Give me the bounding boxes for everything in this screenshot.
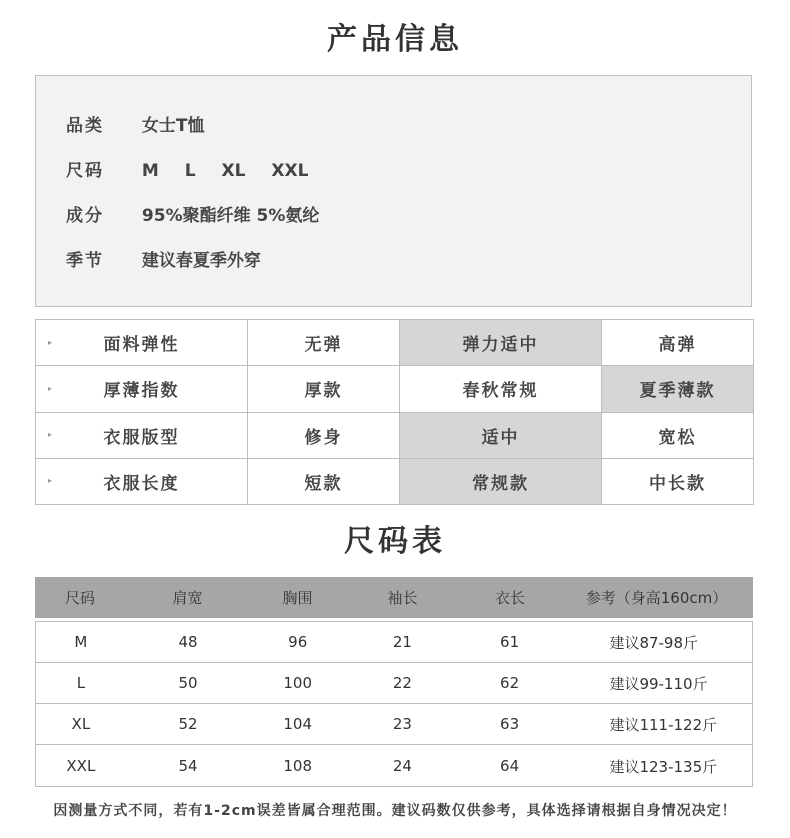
attribute-option: 春秋常规: [400, 366, 602, 412]
table-cell: XL: [71, 715, 91, 733]
bullet-arrow-icon: ▸: [48, 337, 55, 347]
table-row: [36, 622, 752, 663]
info-row-size: [66, 159, 328, 183]
product-info-title: 产品信息: [327, 22, 463, 57]
column-header: 袖长: [387, 589, 418, 607]
attribute-name: 衣服长度: [103, 473, 180, 494]
season-label: 季节: [66, 251, 104, 271]
attribute-option: 修身: [248, 412, 400, 458]
info-row-season: [66, 249, 261, 273]
table-cell: 23: [392, 715, 412, 733]
attribute-name-cell: [36, 412, 248, 458]
size-table-body: [35, 621, 753, 787]
table-cell: 96: [288, 633, 308, 651]
size-table-header: [35, 577, 753, 618]
table-cell: 61: [500, 633, 520, 651]
column-header: 衣长: [494, 589, 525, 607]
attribute-option-selected: 夏季薄款: [602, 366, 754, 412]
table-cell: 48: [178, 633, 198, 651]
attribute-row: [36, 412, 754, 458]
bullet-arrow-icon: ▸: [48, 383, 55, 393]
column-header: 尺码: [64, 589, 95, 607]
table-cell: 建议111-122斤: [609, 715, 718, 734]
category-label: 品类: [66, 116, 104, 136]
attribute-row: [36, 320, 754, 366]
info-row-material: [66, 204, 319, 228]
table-cell: 建议87-98斤: [609, 633, 699, 652]
season-value: 建议春夏季外穿: [141, 251, 261, 271]
table-cell: 52: [178, 715, 198, 733]
attribute-option-selected: 常规款: [400, 458, 602, 504]
table-cell: 54: [178, 757, 198, 775]
size-option: XXL: [271, 161, 309, 181]
table-cell: 64: [500, 757, 520, 775]
column-header: 参考（身高160cm）: [585, 589, 728, 607]
size-option: L: [184, 161, 196, 181]
table-cell: 104: [283, 715, 313, 733]
attribute-name-cell: [36, 458, 248, 504]
material-label: 成分: [66, 206, 104, 226]
attribute-option-selected: 弹力适中: [400, 320, 602, 366]
info-row-category: [66, 114, 205, 138]
table-cell: L: [76, 674, 86, 692]
table-cell: 63: [500, 715, 520, 733]
bullet-arrow-icon: ▸: [48, 430, 55, 440]
attribute-name: 衣服版型: [103, 427, 180, 448]
table-cell: 108: [283, 757, 313, 775]
size-chart-title: 尺码表: [344, 524, 446, 559]
table-row: [36, 745, 752, 787]
material-value: 95%聚酯纤维 5%氨纶: [141, 206, 320, 226]
table-cell: 24: [392, 757, 412, 775]
attribute-option: 厚款: [248, 366, 400, 412]
attribute-option: 中长款: [602, 458, 754, 504]
table-cell: 50: [178, 674, 198, 692]
table-cell: 100: [283, 674, 313, 692]
attribute-name-cell: [36, 366, 248, 412]
column-header: 肩宽: [172, 589, 203, 607]
size-option: XL: [221, 161, 246, 181]
attribute-option: 短款: [248, 458, 400, 504]
footnote: 因测量方式不同，若有1-2cm误差皆属合理范围。建议码数仅供参考，具体选择请根据自身情况决定！: [53, 803, 737, 819]
attribute-row: [36, 458, 754, 504]
table-cell: XXL: [66, 757, 96, 775]
table-row: [36, 663, 752, 704]
size-values: [142, 159, 329, 183]
size-option: M: [141, 161, 159, 181]
category-value: 女士T恤: [141, 116, 205, 136]
column-header: 胸围: [282, 589, 313, 607]
table-cell: 62: [500, 674, 520, 692]
attribute-option: 宽松: [602, 412, 754, 458]
attribute-name-cell: [36, 320, 248, 366]
attribute-option: 无弹: [248, 320, 400, 366]
size-label: 尺码: [66, 161, 104, 181]
attribute-name: 厚薄指数: [103, 381, 180, 402]
attribute-option-selected: 适中: [400, 412, 602, 458]
attribute-name: 面料弹性: [103, 335, 180, 356]
product-info-box: [35, 75, 752, 307]
attribute-row: [36, 366, 754, 412]
attribute-option: 高弹: [602, 320, 754, 366]
table-cell: 建议99-110斤: [609, 674, 708, 693]
attribute-table: [35, 319, 754, 505]
table-row: [36, 704, 752, 745]
table-cell: 建议123-135斤: [609, 757, 718, 776]
table-cell: 22: [392, 674, 412, 692]
table-cell: M: [74, 633, 88, 651]
table-cell: 21: [392, 633, 412, 651]
bullet-arrow-icon: ▸: [48, 476, 55, 486]
